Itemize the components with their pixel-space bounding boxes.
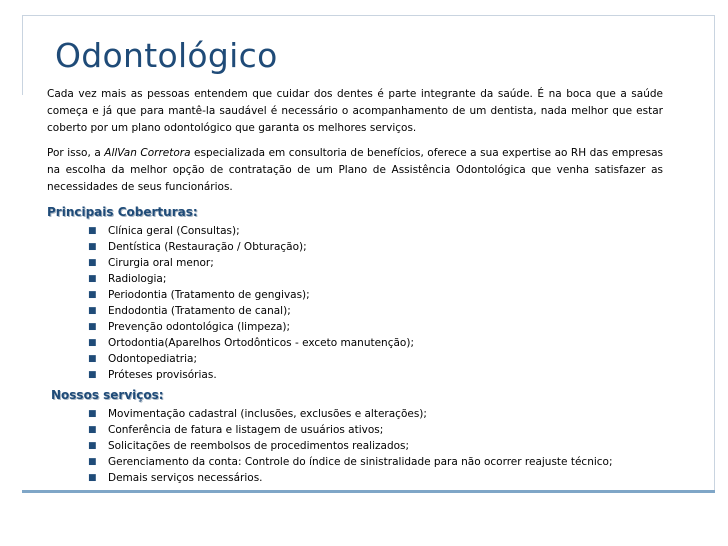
list-item-label: Periodontia (Tratamento de gengivas);: [108, 289, 310, 301]
list-item: [47, 454, 663, 470]
frame-left-line: [22, 15, 23, 95]
list-item-label: Cirurgia oral menor;: [108, 257, 214, 269]
list-item-label: Demais serviços necessários.: [108, 472, 263, 484]
list-item-label: Endodontia (Tratamento de canal);: [108, 305, 291, 317]
list-item-label: Próteses provisórias.: [108, 369, 217, 381]
bullet-icon: ■: [88, 409, 97, 419]
list-item: [47, 255, 663, 271]
paragraph-text-before: Por isso, a: [47, 147, 105, 159]
bullet-icon: ■: [88, 242, 97, 252]
list-item-label: Clínica geral (Consultas);: [108, 225, 240, 237]
list-item: [47, 319, 663, 335]
bullet-icon: ■: [88, 473, 97, 483]
bullet-icon: ■: [88, 354, 97, 364]
bullet-icon: ■: [88, 425, 97, 435]
list-item-label: Odontopediatria;: [108, 353, 198, 365]
bullet-icon: ■: [88, 274, 97, 284]
services-heading: Nossos serviços:: [51, 388, 164, 402]
list-item: [47, 223, 663, 239]
list-item: [47, 335, 663, 351]
frame-top-line: [22, 15, 714, 16]
coverages-heading: Principais Coberturas:: [47, 205, 198, 219]
list-item-label: Solicitações de reembolsos de procedimentos realizados;: [108, 440, 410, 452]
list-item-label: Prevenção odontológica (limpeza);: [108, 321, 291, 333]
list-item: [47, 367, 663, 383]
list-item: [47, 470, 663, 486]
list-item-label: Conferência de fatura e listagem de usuários ativos;: [108, 424, 384, 436]
coverages-list: [47, 223, 663, 383]
bullet-icon: ■: [88, 370, 97, 380]
frame-bottom-line: [22, 490, 715, 493]
bullet-icon: ■: [88, 258, 97, 268]
services-list: [47, 406, 663, 486]
bullet-icon: ■: [88, 322, 97, 332]
bullet-icon: ■: [88, 441, 97, 451]
bullet-icon: ■: [88, 457, 97, 467]
intro-paragraph: Cada vez mais as pessoas entendem que cuidar dos dentes é parte integrante da saúde. É na boca que a saúde começa e já que para mantê-la saudável é necessário o acompanhamento de um dentista, nada melhor que estar coberto por um plano odontológico que garanta os melhores serviços.: [47, 88, 663, 134]
bullet-icon: ■: [88, 290, 97, 300]
list-item: [47, 303, 663, 319]
list-item-label: Ortodontia(Aparelhos Ortodônticos - exceto manutenção);: [108, 337, 414, 349]
frame-right-line: [714, 15, 715, 491]
list-item-label: Dentística (Restauração / Obturação);: [108, 241, 307, 253]
bullet-icon: ■: [88, 306, 97, 316]
list-item: [47, 351, 663, 367]
list-item-label: Movimentação cadastral (inclusões, exclusões e alterações);: [108, 408, 427, 420]
bullet-icon: ■: [88, 338, 97, 348]
list-item: [47, 422, 663, 438]
bullet-icon: ■: [88, 226, 97, 236]
paragraph-text-after: especializada em consultoria de benefícios, oferece a sua expertise ao RH das empresas na escolha da melhor opção de contratação de um Plano de Assistência Odontológica que venha satisfazer as necessidades de seus funcionários.: [47, 147, 663, 193]
company-paragraph: [47, 145, 663, 196]
list-item: [47, 239, 663, 255]
list-item: [47, 406, 663, 422]
list-item: [47, 287, 663, 303]
list-item-label: Gerenciamento da conta: Controle do índice de sinistralidade para não ocorrer reajuste técnico;: [108, 456, 613, 468]
slide-content: [47, 86, 663, 486]
list-item: [47, 438, 663, 454]
page-title: Odontológico: [55, 36, 278, 75]
list-item-label: Radiologia;: [108, 273, 167, 285]
list-item: [47, 271, 663, 287]
company-name: AllVan Corretora: [104, 147, 191, 159]
